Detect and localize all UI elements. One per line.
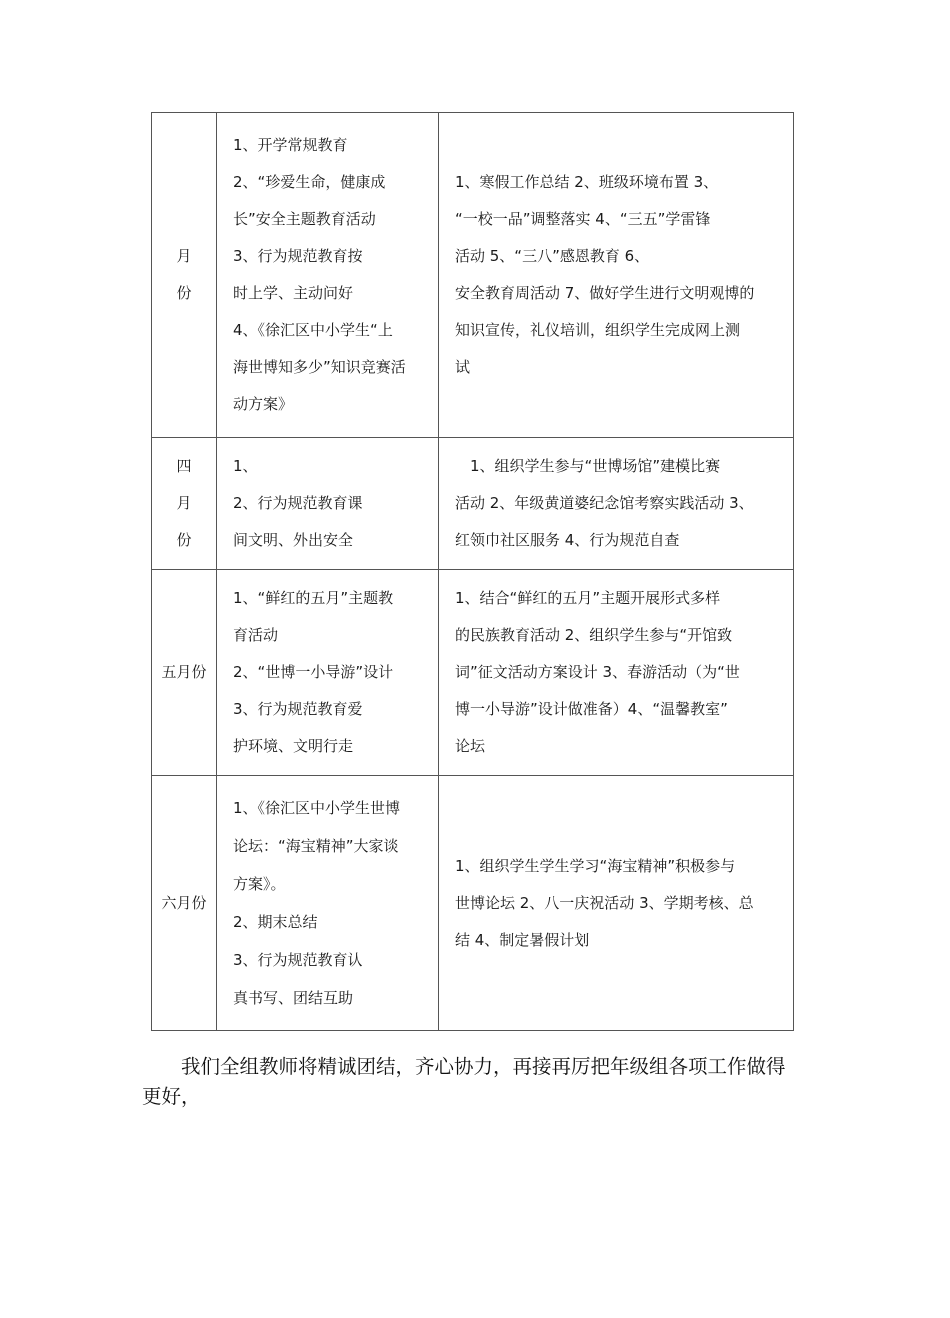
work-item: 结 4、制定暑假计划 — [455, 930, 590, 949]
table-row — [152, 776, 794, 1031]
education-cell — [217, 438, 439, 570]
education-item: 护环境、文明行走 — [233, 737, 354, 755]
work-item: 知识宣传，礼仪培训，组织学生完成网上测 — [455, 321, 741, 339]
education-item: 动方案》 — [233, 395, 294, 413]
work-item: 的民族教育活动 2、组织学生参与“开馆致 — [455, 626, 733, 644]
education-item: 育活动 — [233, 626, 279, 644]
education-item: 4、《徐汇区中小学生“上 — [233, 321, 393, 339]
education-item: 1、开学常规教育 — [233, 136, 348, 154]
work-item: 1、结合“鲜红的五月”主题开展形式多样 — [455, 589, 721, 607]
work-cell — [439, 776, 794, 1031]
education-item: 3、行为规范教育爱 — [233, 700, 363, 718]
education-item: 2、“珍爱生命，健康成 — [233, 173, 386, 191]
education-item: 长”安全主题教育活动 — [233, 210, 376, 228]
work-item: 1、组织学生学生学习“海宝精神”积极参与 — [455, 856, 736, 875]
education-item: 2、“世博一小导游”设计 — [233, 663, 394, 681]
education-item: 方案》。 — [233, 875, 286, 893]
work-item: 词”征文活动方案设计 3、春游活动（为“世 — [455, 663, 740, 681]
education-item: 海世博知多少”知识竞赛活 — [233, 358, 406, 376]
work-item: 活动 2、年级黄道婆纪念馆考察实践活动 3、 — [455, 494, 754, 512]
work-item: 博一小导游”设计做准备）4、“温馨教室” — [455, 700, 728, 718]
work-item: “一校一品”调整落实 4、“三五”学雷锋 — [455, 210, 711, 228]
work-item: 世博论坛 2、八一庆祝活动 3、学期考核、总 — [455, 893, 754, 912]
education-item: 3、行为规范教育按 — [233, 247, 363, 265]
month-label: 份 — [176, 531, 192, 549]
work-item: 1、寒假工作总结 2、班级环境布置 3、 — [455, 173, 719, 191]
work-cell — [439, 113, 794, 438]
month-cell — [152, 776, 217, 1031]
table-row — [152, 438, 794, 570]
education-item: 1、“鲜红的五月”主题教 — [233, 589, 394, 607]
month-label: 六月份 — [161, 893, 207, 912]
month-label: 五月份 — [161, 663, 207, 681]
month-cell — [152, 438, 217, 570]
education-cell — [217, 570, 439, 776]
education-item: 真书写、团结互助 — [233, 989, 354, 1007]
education-item: 1、《徐汇区中小学生世博 — [233, 799, 401, 817]
education-item: 2、行为规范教育课 — [233, 494, 363, 512]
table-row — [152, 113, 794, 438]
education-item: 1、 — [233, 457, 258, 475]
monthly-plan-table — [151, 112, 794, 1031]
education-item: 2、期末总结 — [233, 913, 318, 931]
month-label: 月 — [176, 247, 192, 265]
work-item: 安全教育周活动 7、做好学生进行文明观博的 — [455, 284, 755, 302]
work-cell — [439, 570, 794, 776]
education-item: 时上学、主动问好 — [233, 284, 354, 302]
month-cell — [152, 570, 217, 776]
month-cell — [152, 113, 217, 438]
education-cell — [217, 776, 439, 1031]
work-item: 1、组织学生参与“世博场馆”建模比赛 — [455, 457, 721, 475]
education-item: 间文明、外出安全 — [233, 531, 354, 549]
education-item: 论坛：“海宝精神”大家谈 — [233, 837, 399, 855]
work-item: 试 — [455, 358, 471, 376]
work-item: 活动 5、“三八”感恩教育 6、 — [455, 247, 650, 265]
education-cell — [217, 113, 439, 438]
education-item: 3、行为规范教育认 — [233, 951, 363, 969]
work-item: 红领巾社区服务 4、行为规范自查 — [455, 531, 680, 549]
month-label: 四 — [176, 457, 192, 475]
work-cell — [439, 438, 794, 570]
closing-paragraph: 我们全组教师将精诚团结，齐心协力，再接再厉把年级组各项工作做得更好， — [142, 1055, 786, 1108]
table-row — [152, 570, 794, 776]
work-item: 论坛 — [455, 737, 486, 755]
month-label: 份 — [176, 284, 192, 302]
month-label: 月 — [176, 494, 192, 512]
